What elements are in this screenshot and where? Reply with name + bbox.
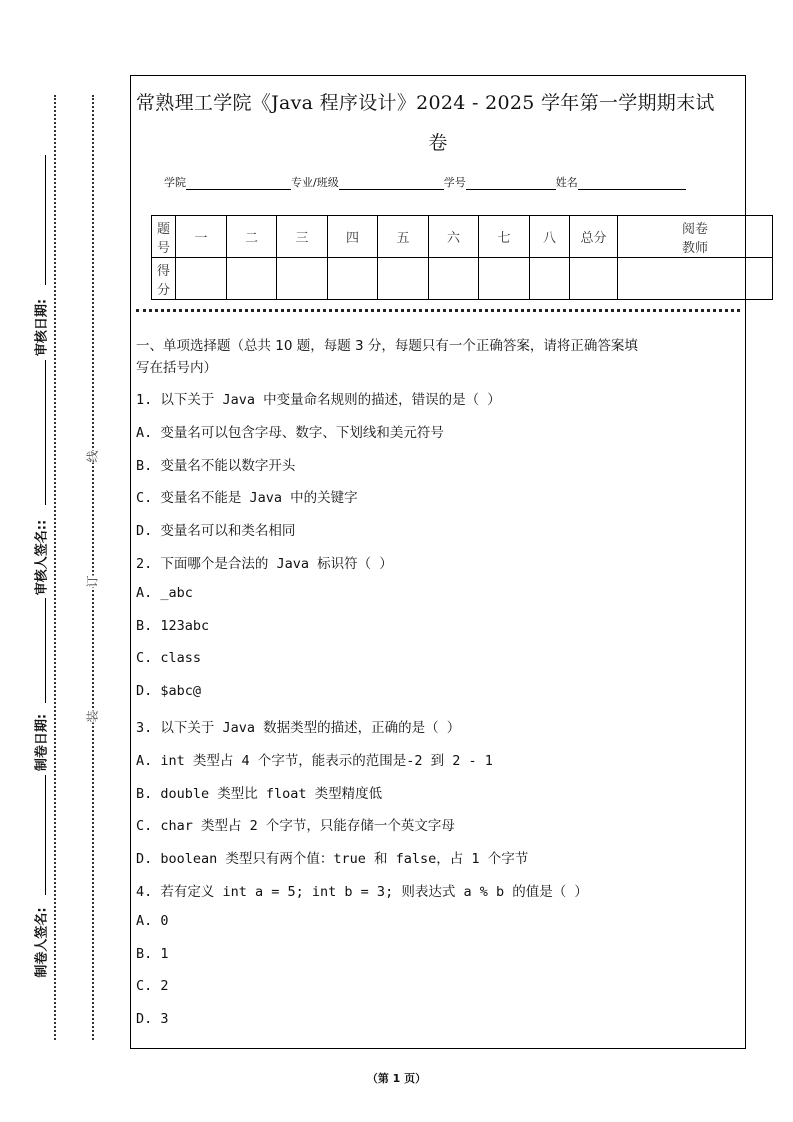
score-cell[interactable] <box>429 258 479 300</box>
question-option: B. 1 <box>136 946 169 962</box>
binding-char-xian: 线 <box>85 450 100 463</box>
question-option: D. $abc@ <box>136 683 202 699</box>
question-option: A. int 类型占 4 个字节，能表示的范围是-2 到 2 - 1 <box>136 753 493 769</box>
page-footer: （第 1 页） <box>366 1072 427 1085</box>
setter-date-line <box>45 598 46 703</box>
score-cell[interactable] <box>378 258 429 300</box>
reviewer-signature-label: 审核人签名:: <box>34 519 50 596</box>
question-option: C. 变量名不能是 Java 中的关键字 <box>136 490 358 506</box>
question-option: D. 3 <box>136 1011 169 1027</box>
exam-title-cont: 卷 <box>428 132 448 154</box>
review-date-line <box>45 155 46 285</box>
student-id-field[interactable] <box>466 177 556 190</box>
separator-dotted <box>136 309 740 312</box>
name-field[interactable] <box>578 177 686 190</box>
setter-signature-label: 制卷人签名: <box>34 907 50 978</box>
header-cell: 五 <box>378 216 429 258</box>
question-option: D. boolean 类型只有两个值：true 和 false，占 1 个字节 <box>136 851 529 867</box>
reviewer-signature-line <box>45 360 46 505</box>
header-cell: 阅卷 教师 <box>618 216 773 258</box>
header-cell: 四 <box>328 216 378 258</box>
binding-dotted-line-inner <box>92 95 94 1040</box>
score-cell[interactable] <box>328 258 378 300</box>
question-option: A. 0 <box>136 913 169 929</box>
major-field[interactable] <box>339 177 444 190</box>
question-option: C. class <box>136 650 202 666</box>
score-row <box>152 258 773 300</box>
question-option: C. 2 <box>136 978 169 994</box>
question-option: B. 变量名不能以数字开头 <box>136 458 296 474</box>
score-cell[interactable] <box>570 258 618 300</box>
question-stem: 4. 若有定义 int a = 5; int b = 3; 则表达式 a % b 的值是（ ） <box>136 884 588 900</box>
header-cell: 一 <box>176 216 227 258</box>
college-field[interactable] <box>186 177 291 190</box>
question-stem: 3. 以下关于 Java 数据类型的描述，正确的是（ ） <box>136 720 461 736</box>
section-heading: 一、单项选择题（总共 10 题，每题 3 分，每题只有一个正确答案，请将正确答案填 <box>136 338 638 354</box>
setter-date-label: 制卷日期: <box>34 713 50 772</box>
score-cell[interactable] <box>277 258 328 300</box>
student-info <box>164 174 686 190</box>
score-cell[interactable] <box>618 258 773 300</box>
header-cell: 六 <box>429 216 479 258</box>
major-label: 专业/班级 <box>291 176 339 189</box>
score-table-header <box>152 216 773 258</box>
header-cell: 八 <box>530 216 570 258</box>
question-option: A. 变量名可以包含字母、数字、下划线和美元符号 <box>136 425 444 441</box>
score-cell[interactable] <box>227 258 277 300</box>
score-row-label: 得 分 <box>152 258 176 300</box>
question-option: C. char 类型占 2 个字节，只能存储一个英文字母 <box>136 818 455 834</box>
question-option: B. double 类型比 float 类型精度低 <box>136 786 383 802</box>
review-date-label: 审核日期: <box>34 298 50 357</box>
header-cell: 二 <box>227 216 277 258</box>
binding-char-zhuang: 装 <box>85 710 100 723</box>
student-id-label: 学号 <box>443 176 466 189</box>
setter-signature-line <box>45 775 46 895</box>
score-cell[interactable] <box>530 258 570 300</box>
question-stem: 1. 以下关于 Java 中变量命名规则的描述，错误的是（ ） <box>136 392 501 408</box>
question-option: D. 变量名可以和类名相同 <box>136 523 296 539</box>
exam-title: 常熟理工学院《Java 程序设计》2024 - 2025 学年第一学期期末试 <box>136 92 715 114</box>
header-cell: 总分 <box>570 216 618 258</box>
question-option: B. 123abc <box>136 618 210 634</box>
question-stem: 2. 下面哪个是合法的 Java 标识符（ ） <box>136 556 393 572</box>
binding-char-ding: 订 <box>85 575 100 588</box>
binding-dotted-line-outer <box>54 95 56 1040</box>
score-cell[interactable] <box>479 258 530 300</box>
question-option: A. _abc <box>136 585 193 601</box>
header-cell: 七 <box>479 216 530 258</box>
header-cell: 题 号 <box>152 216 176 258</box>
score-cell[interactable] <box>176 258 227 300</box>
section-heading-cont: 写在括号内） <box>136 360 217 376</box>
name-label: 姓名 <box>555 176 578 189</box>
header-cell: 三 <box>277 216 328 258</box>
score-table <box>151 215 773 300</box>
college-label: 学院 <box>164 176 186 189</box>
